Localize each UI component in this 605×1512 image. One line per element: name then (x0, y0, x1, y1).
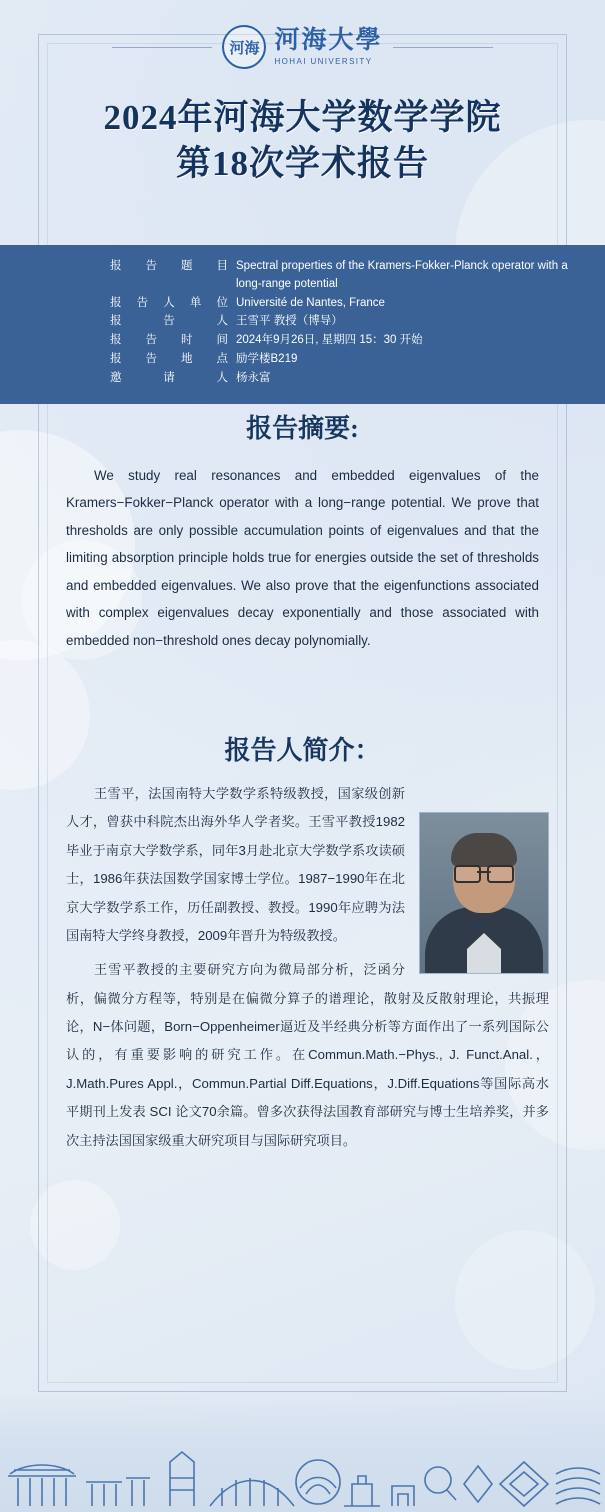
info-label-affiliation: 报告人单位 (110, 296, 228, 309)
bio-heading: 报告人简介： (224, 736, 381, 765)
info-row (0, 351, 605, 370)
hohai-seal-icon: 河海 (222, 25, 266, 69)
skyline-decoration (0, 1394, 605, 1512)
logo-rule-right (393, 47, 493, 48)
info-label-topic: 报告题目 (110, 260, 228, 272)
info-row (0, 370, 605, 389)
info-label-time: 报告时间 (110, 334, 228, 347)
info-row (0, 313, 605, 332)
info-value-inviter: 杨永富 (236, 371, 271, 384)
bio-paragraph-2: 王雪平教授的主要研究方向为微局部分析，泛函分析，偏微分方程等，特别是在偏微分算子的谱理论，散射及反散射理论，共振理论，N−体问题，Born−Oppenheimer逼近及半经典分析等方面作出了一系列国际公认的，有重要影响的研究工作。在Commun.Math.−Phys., J. Funct.Anal.，J.Math.Pures Appl.，Commun.Partial Diff.Equations，J.Diff.Equations等国际高水平期刊上发表 SCI 论文70余篇。曾多次获得法国教育部研究与博士生培养奖，并多次主持法国国家级重大研究项目与国际研究项目。 (66, 962, 549, 1148)
info-row (0, 258, 605, 295)
university-name-cn: 河海大學 (274, 27, 383, 54)
decorative-circle (30, 1180, 120, 1270)
title-line-1: 2024年河海大学数学学院 (103, 98, 502, 137)
title-line-2: 第18次学术报告 (175, 143, 429, 183)
poster-frame (38, 34, 567, 1392)
page-title (0, 96, 605, 187)
decorative-circle (455, 1230, 595, 1370)
info-row (0, 332, 605, 351)
info-value-speaker: 王雪平 教授（博导） (236, 315, 343, 328)
logo-rule-left (112, 47, 212, 48)
bio-paragraph-1: 王雪平，法国南特大学数学系特级教授，国家级创新人才，曾获中科院杰出海外华人学者奖。王雪平教授1982毕业于南京大学数学系，同年3月赴北京大学数学系攻读硕士，1986年获法国数学国家博士学位。1987−1990年在北京大学数学系工作，历任副教授、教授。1990年应聘为法国南特大学终身教授，2009年晋升为特级教授。 (66, 786, 405, 943)
info-value-topic: Spectral properties of the Kramers-Fokker-Planck operator with a long-range potential (236, 260, 568, 290)
talk-info-band (0, 245, 605, 404)
info-label-venue: 报告地点 (110, 353, 228, 366)
info-value-venue: 励学楼B219 (236, 353, 298, 366)
decorative-circle (0, 640, 90, 790)
university-name-en: HOHAI UNIVERSITY (274, 57, 373, 66)
info-label-speaker: 报告人 (110, 315, 228, 328)
university-logo (0, 14, 605, 80)
info-value-time: 2024年9月26日, 星期四 15：30 开始 (236, 334, 423, 347)
speaker-photo (419, 812, 549, 974)
info-row (0, 295, 605, 314)
bio-text (66, 780, 549, 1161)
info-label-inviter: 邀请人 (110, 371, 228, 384)
info-value-affiliation: Université de Nantes, France (236, 296, 385, 309)
abstract-heading: 报告摘要: (246, 414, 359, 443)
abstract-body: We study real resonances and embedded eigenvalues of the Kramers−Fokker−Planck operator with a long−range potential. We prove that thresholds are only possible accumulation points of eigenvalues and that the limiting absorption principle holds true for energies outside the set of thresholds and embedded eigenvalues. We also prove that the eigenfunctions associated with complex eigenvalues decay exponentially and those associated with embedded non−threshold ones decay polynomially. (66, 468, 539, 648)
abstract-text (66, 462, 539, 654)
